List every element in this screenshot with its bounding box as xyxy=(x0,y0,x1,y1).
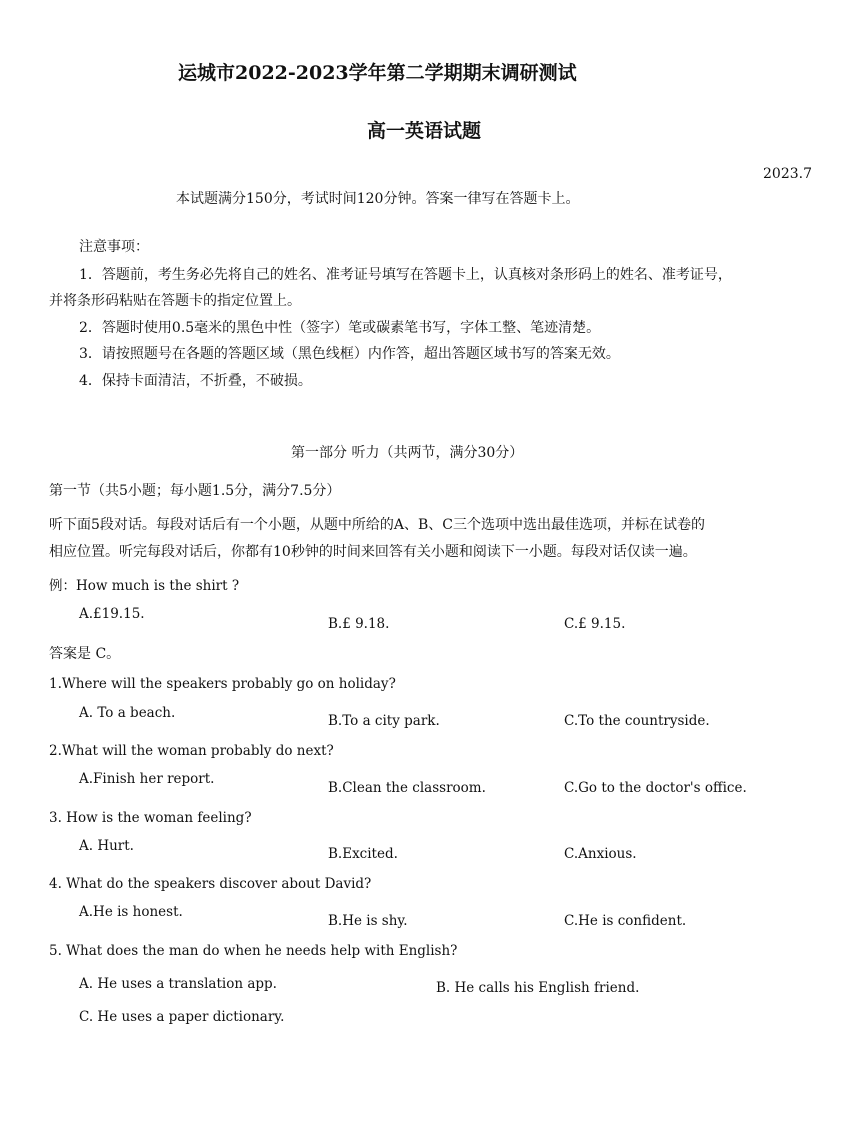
question-2-option-a: A.Finish her report. xyxy=(79,771,215,787)
instructions-line-2: 相应位置。听完每段对话后，你都有10秒钟的时间来回答有关小题和阅读下一小题。每段对话仅读一遍。 xyxy=(49,544,697,560)
example-option-b: B.£ 9.18. xyxy=(328,616,390,632)
note-item-1: 1．答题前，考生务必先将自己的姓名、准考证号填写在答题卡上，认真核对条形码上的姓名、准考证号， xyxy=(79,267,732,283)
question-2-option-b: B.Clean the classroom. xyxy=(328,780,486,796)
question-2-option-c: C.Go to the doctor's office. xyxy=(564,780,747,796)
section1-heading: 第一节（共5小题；每小题1.5分，满分7.5分） xyxy=(49,483,341,499)
question-3-option-a: A. Hurt. xyxy=(79,838,134,854)
instructions-line-1: 听下面5段对话。每段对话后有一个小题，从题中所给的A、B、C三个选项中选出最佳选项，并标在试卷的 xyxy=(49,517,706,533)
question-4-option-c: C.He is confident. xyxy=(564,913,687,929)
note-item-1-cont: 并将条形码粘贴在答题卡的指定位置上。 xyxy=(49,293,301,309)
question-4-option-a: A.He is honest. xyxy=(79,904,183,920)
question-2: 2.What will the woman probably do next? xyxy=(49,743,334,759)
question-5-option-a: A. He uses a translation app. xyxy=(79,976,277,992)
question-5-option-b: B. He calls his English friend. xyxy=(436,980,640,996)
note-item-2: 2．答题时使用0.5毫米的黑色中性（签字）笔或碳素笔书写，字体工整、笔迹清楚。 xyxy=(79,320,601,336)
question-4-option-b: B.He is shy. xyxy=(328,913,408,929)
question-3-option-c: C.Anxious. xyxy=(564,846,637,862)
example-answer: 答案是 C。 xyxy=(49,646,121,662)
notes-heading: 注意事项： xyxy=(79,239,149,255)
question-1-option-c: C.To the countryside. xyxy=(564,713,710,729)
question-3-option-b: B.Excited. xyxy=(328,846,398,862)
note-item-3: 3．请按照题号在各题的答题区域（黑色线框）内作答，超出答题区域书写的答案无效。 xyxy=(79,346,620,362)
exam-intro: 本试题满分150分，考试时间120分钟。答案一律写在答题卡上。 xyxy=(176,191,580,207)
question-1: 1.Where will the speakers probably go on holiday? xyxy=(49,676,396,692)
question-1-option-b: B.To a city park. xyxy=(328,713,440,729)
example-option-a: A.£19.15. xyxy=(79,606,145,622)
question-4: 4. What do the speakers discover about David? xyxy=(49,876,372,892)
exam-title: 运城市2022-2023学年第二学期期末调研测试 xyxy=(178,62,577,84)
example-option-c: C.£ 9.15. xyxy=(564,616,626,632)
question-5: 5. What does the man do when he needs help with English? xyxy=(49,943,458,959)
exam-subtitle: 高一英语试题 xyxy=(367,120,482,142)
question-3: 3. How is the woman feeling? xyxy=(49,810,252,826)
exam-date: 2023.7 xyxy=(763,166,812,182)
part1-heading: 第一部分 听力（共两节，满分30分） xyxy=(291,445,524,461)
example-question: 例：How much is the shirt ? xyxy=(49,578,240,594)
question-1-option-a: A. To a beach. xyxy=(79,705,176,721)
note-item-4: 4．保持卡面清洁，不折叠，不破损。 xyxy=(79,373,312,389)
question-5-option-c: C. He uses a paper dictionary. xyxy=(79,1009,285,1025)
